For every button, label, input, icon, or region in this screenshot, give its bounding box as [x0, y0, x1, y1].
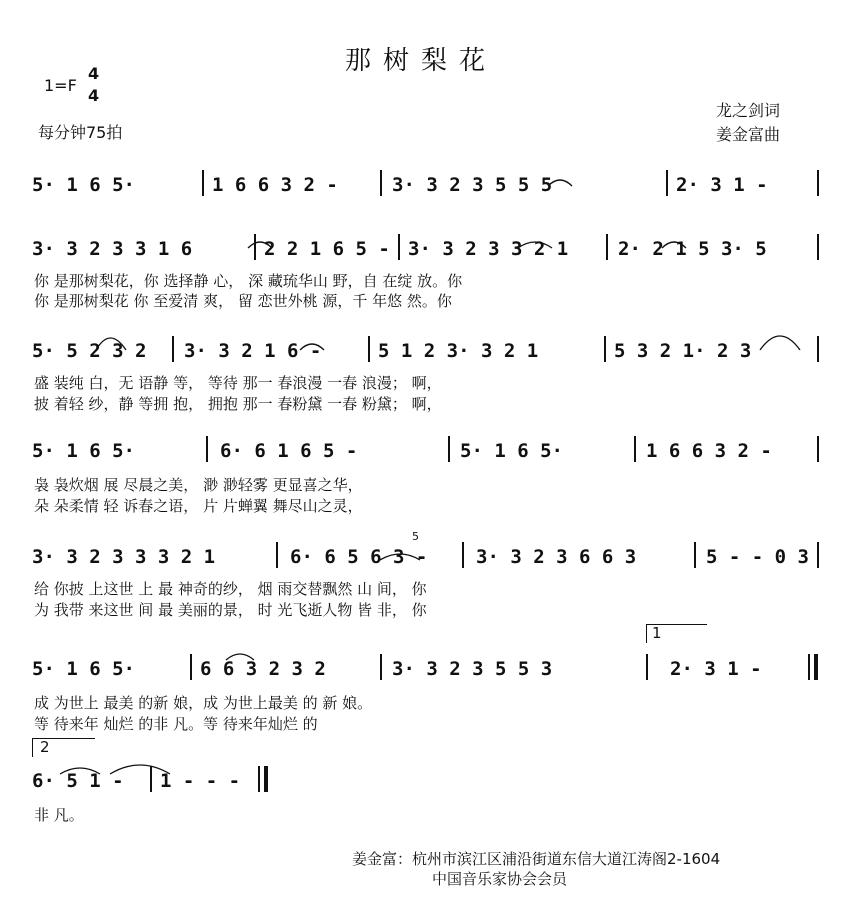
lyric-line: 你 是那树梨花，你 选择静 心， 深 藏琉华山 野，自 在绽 放。你 [34, 272, 463, 290]
time-sig-denominator: 4 [88, 86, 100, 105]
measure: 1 6 6 3 2 - [212, 174, 338, 196]
slur [518, 242, 552, 248]
lyric-line: 等 待来年 灿烂 的非 凡。等 待来年灿烂 的 [34, 715, 318, 733]
footer-membership: 中国音乐家协会会员 [432, 870, 568, 888]
slur [248, 242, 272, 248]
lyric-line: 盛 装纯 白，无 语静 等， 等待 那一 春浪漫 一春 浪漫； 啊， [34, 374, 442, 392]
measure: 5 - - 0 3 [706, 546, 809, 568]
slur [380, 554, 420, 560]
slur [300, 344, 324, 350]
footer-address: 姜金富：杭州市滨江区浦沿街道东信大道江涛阁2-1604 [352, 850, 721, 868]
lyric-line: 非 凡。 [34, 806, 84, 824]
tempo-marking: 每分钟75拍 [38, 123, 123, 142]
lyric-line: 成 为世上 最美 的新 娘，成 为世上最美 的 新 娘。 [34, 694, 373, 712]
composer-credit: 姜金富曲 [716, 125, 781, 144]
slur [96, 338, 126, 350]
song-title: 那树梨花 [344, 46, 497, 76]
measure: 5· 1 6 5· [32, 440, 135, 462]
measure: 2· 3 1 - [670, 658, 762, 680]
lyricist-credit: 龙之剑词 [716, 101, 781, 120]
measure: 2· 2 1 5 3· 5 [618, 238, 767, 260]
lyric-line: 给 你披 上这世 上 最 神奇的纱， 烟 雨交替飘然 山 间， 你 [34, 580, 427, 598]
slur [110, 765, 170, 774]
lyric-line: 披 着轻 纱，静 等拥 抱， 拥抱 那一 春粉黛 一春 粉黛； 啊， [34, 395, 442, 413]
slur [662, 242, 686, 248]
measure: 3· 3 2 3 5 5 3 [392, 658, 553, 680]
lyric-line: 朵 朵柔情 轻 诉春之语， 片 片蝉翼 舞尽山之灵， [34, 497, 363, 515]
measure: 3· 3 2 3 5 5 5 [392, 174, 553, 196]
key-signature: 1=F [44, 76, 77, 95]
slur [548, 180, 572, 186]
measure: 3· 3 2 3 3 1 6 [32, 238, 193, 260]
measure: 5· 5 2 3 2 [32, 340, 147, 362]
measure: 3· 3 2 3 3 2 1 [408, 238, 569, 260]
volta-number-1: 1 [652, 624, 662, 642]
measure: 3· 3 2 1 6 - [184, 340, 322, 362]
measure: 5· 1 6 5· [32, 658, 135, 680]
grace-note: 5 [412, 530, 419, 543]
lyric-line: 袅 袅炊烟 展 尽晨之美， 渺 渺轻雾 更显喜之华， [34, 476, 363, 494]
measure: 5· 1 6 5· [32, 174, 135, 196]
lyric-line: 为 我带 来这世 间 最 美丽的景， 时 光飞逝人物 皆 非， 你 [34, 601, 427, 619]
measure: 5 3 2 1· 2 3 [614, 340, 752, 362]
slur [60, 768, 100, 774]
measure: 6· 6 5 6 3 - [290, 546, 428, 568]
measure: 6· 5 1 - [32, 770, 124, 792]
volta-number-2: 2 [40, 738, 50, 756]
slur [760, 336, 800, 350]
measure: 5· 1 6 5· [460, 440, 563, 462]
lyric-line: 你 是那树梨花 你 至爱清 爽， 留 恋世外桃 源，千 年悠 然。你 [34, 292, 452, 310]
measure: 6· 6 1 6 5 - [220, 440, 358, 462]
measure: 5 1 2 3· 3 2 1 [378, 340, 539, 362]
measure: 3· 3 2 3 3 3 2 1 [32, 546, 216, 568]
measure: 1 - - - [160, 770, 241, 792]
measure: 1 6 6 3 2 - [646, 440, 772, 462]
slur [226, 654, 254, 660]
measure: 6 6 3 2 3 2 [200, 658, 326, 680]
time-sig-numerator: 4 [88, 64, 100, 83]
measure: 3· 3 2 3 6 6 3 [476, 546, 637, 568]
measure: 2· 3 1 - [676, 174, 768, 196]
measure: 2 2 1 6 5 - [264, 238, 390, 260]
